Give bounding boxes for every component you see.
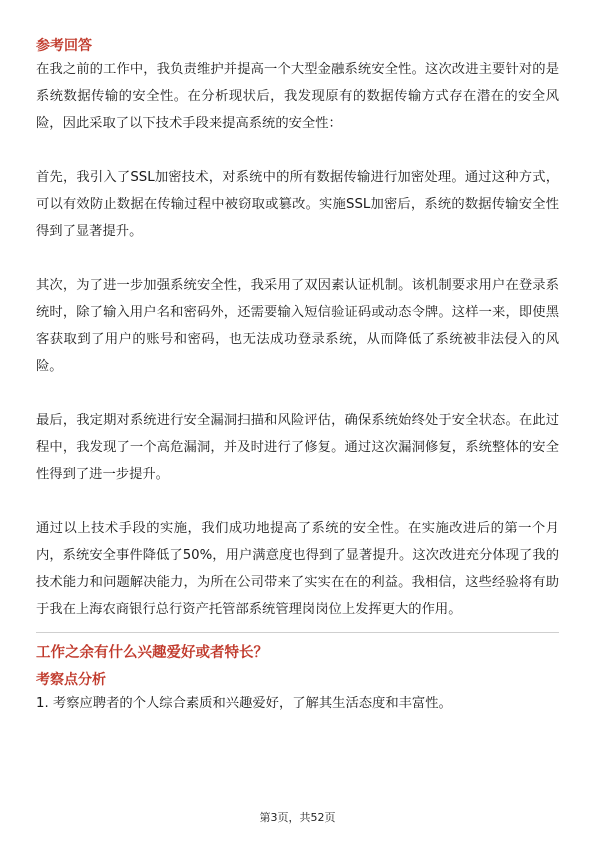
section-divider [36,632,559,633]
paragraph-gap [36,380,559,407]
paragraph-gap [36,488,559,515]
answer-paragraph-3: 其次，为了进一步加强系统安全性，我采用了双因素认证机制。该机制要求用户在登录系统时，除了输入用户名和密码外，还需要输入短信验证码或动态令牌。这样一来，即使黑客获取到了用户的账号和密码，也无法成功登录系统，从而降低了系统被非法侵入的风险。 [36,278,559,374]
answer-paragraph-1: 在我之前的工作中，我负责维护并提高一个大型金融系统安全性。这次改进主要针对的是系统数据传输的安全性。在分析现状后，我发现原有的数据传输方式存在潜在的安全风险，因此采取了以下技术手段来提高系统的安全性： [36,62,559,131]
answer-paragraph-5: 通过以上技术手段的实施，我们成功地提高了系统的安全性。在实施改进后的第一个月内，系统安全事件降低了50%，用户满意度也得到了显著提升。这次改进充分体现了我的技术能力和问题解决能力，为所在公司带来了实实在在的利益。我相信，这些经验将有助于我在上海农商银行总行资产托管部系统管理岗岗位上发挥更大的作用。 [36,521,559,617]
document-page [36,36,559,717]
analysis-heading: 考察点分析 [36,672,106,688]
question-title: 工作之余有什么兴趣爱好或者特长？ [36,645,268,661]
paragraph-gap [36,245,559,272]
answer-paragraph-2: 首先，我引入了SSL加密技术，对系统中的所有数据传输进行加密处理。通过这种方式，可以有效防止数据在传输过程中被窃取或篡改。实施SSL加密后，系统的数据传输安全性得到了显著提升。 [36,170,559,239]
paragraph-gap [36,137,559,164]
answer-heading: 参考回答 [36,38,92,54]
analysis-item-1: 1. 考察应聘者的个人综合素质和兴趣爱好，了解其生活态度和丰富性。 [36,696,452,711]
answer-paragraph-4: 最后，我定期对系统进行安全漏洞扫描和风险评估，确保系统始终处于安全状态。在此过程中，我发现了一个高危漏洞，并及时进行了修复。通过这次漏洞修复，系统整体的安全性得到了进一步提升。 [36,413,559,482]
page-footer: 第3页，共52页 [259,811,336,824]
